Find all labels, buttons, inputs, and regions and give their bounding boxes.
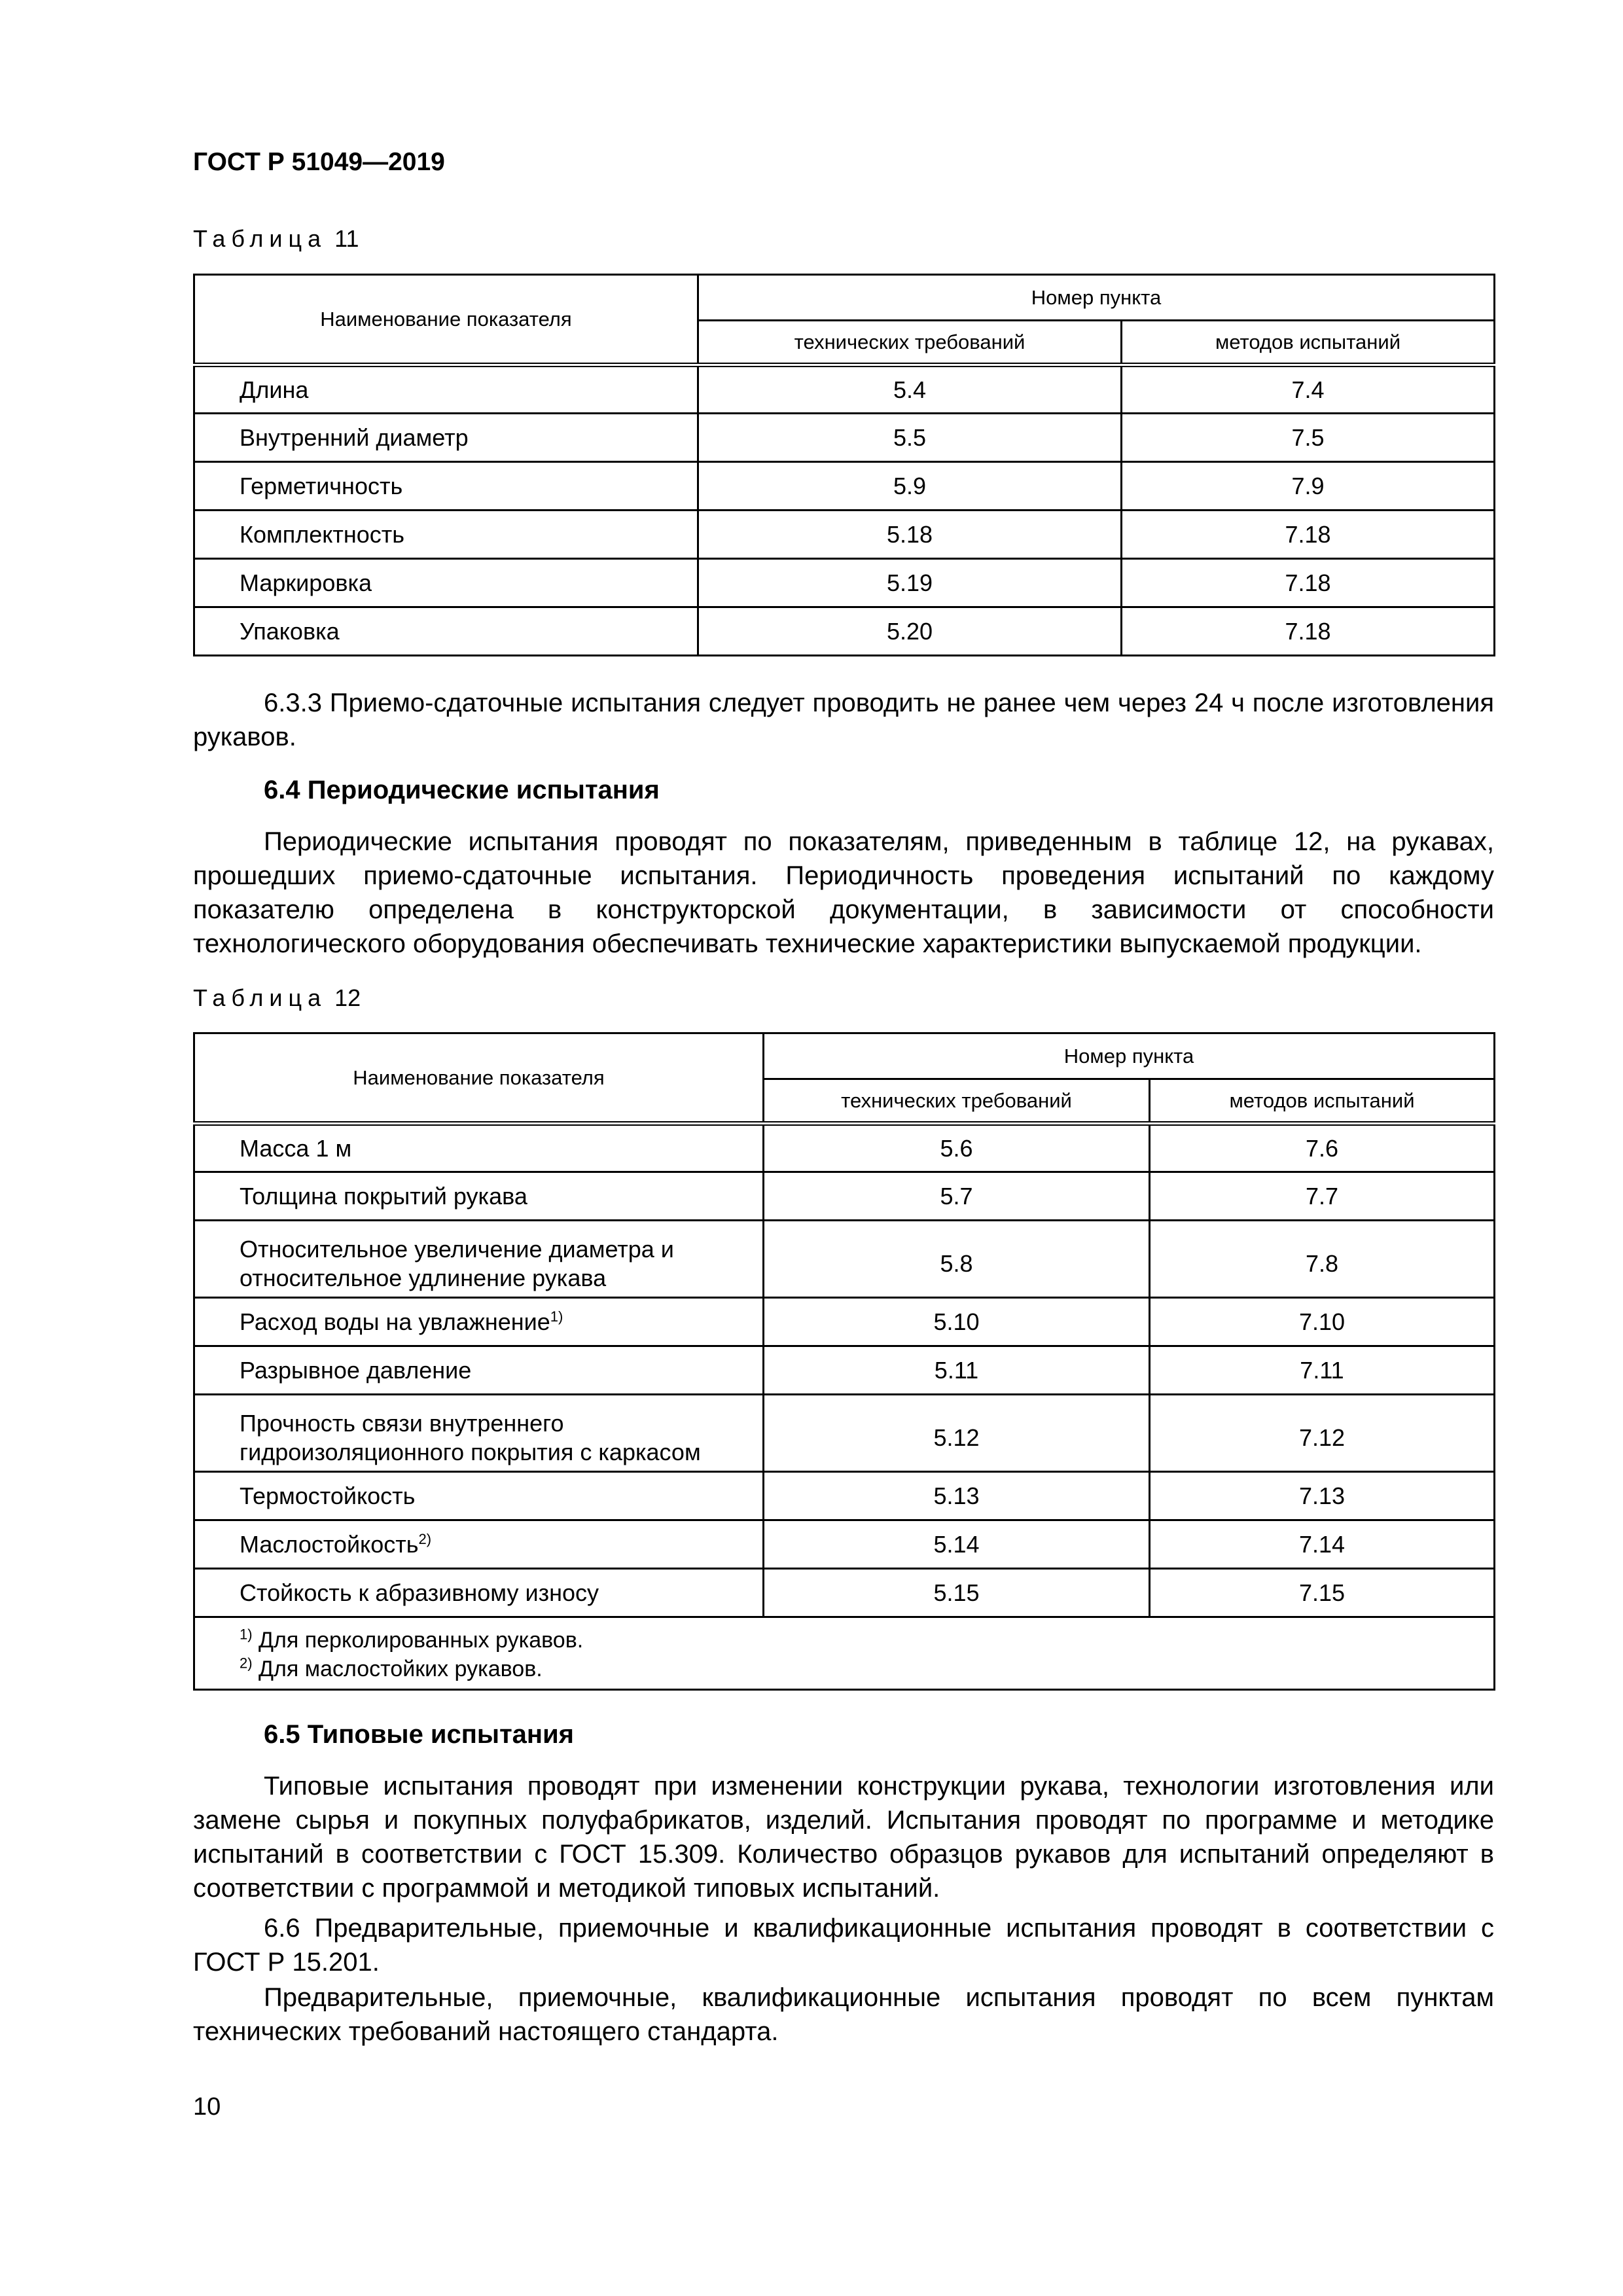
section-title-6-5: 6.5 Типовые испытания xyxy=(264,1720,575,1749)
row-name: Масса 1 м xyxy=(194,1124,764,1172)
footnote-mark: 1) xyxy=(240,1626,253,1643)
table-row xyxy=(194,1346,1495,1395)
footnote-text: Для маслостойких рукавов. xyxy=(252,1657,543,1681)
row-method: 7.13 xyxy=(1150,1472,1495,1520)
row-name: Упаковка xyxy=(194,607,698,656)
table-row xyxy=(194,365,1495,414)
row-method: 7.12 xyxy=(1150,1395,1495,1472)
caption-word: Таблица xyxy=(193,225,327,252)
row-tech: 5.12 xyxy=(764,1395,1150,1472)
table-row xyxy=(194,414,1495,462)
row-name: Длина xyxy=(194,365,698,414)
header-tech: технических требований xyxy=(764,1079,1150,1124)
row-name: Стойкость к абразивному износу xyxy=(194,1569,764,1617)
row-method: 7.7 xyxy=(1150,1172,1495,1221)
row-method: 7.5 xyxy=(1122,414,1495,462)
table-12 xyxy=(193,1032,1495,1691)
table-11-caption xyxy=(193,225,359,253)
row-name: Расход воды на увлажнение xyxy=(240,1308,550,1335)
table-11 xyxy=(193,274,1495,656)
paragraph-6-5 xyxy=(193,1769,1494,1905)
row-method: 7.15 xyxy=(1150,1569,1495,1617)
page-number: 10 xyxy=(193,2093,221,2121)
row-method: 7.8 xyxy=(1150,1221,1495,1298)
row-method: 7.18 xyxy=(1122,559,1495,607)
row-name: Маслостойкость xyxy=(240,1530,419,1558)
row-name: Герметичность xyxy=(194,462,698,511)
table-row xyxy=(194,1298,1495,1346)
header-name: Наименование показателя xyxy=(194,1033,764,1124)
row-method: 7.14 xyxy=(1150,1520,1495,1569)
table-row xyxy=(194,607,1495,656)
row-tech: 5.8 xyxy=(764,1221,1150,1298)
table-row xyxy=(194,1124,1495,1172)
paragraph-6-3-3 xyxy=(193,686,1494,754)
paragraph-text: Предварительные, приемочные, квалификационные испытания проводят по всем пунктам технических требований настоящего стандарта. xyxy=(193,1983,1494,2046)
row-method: 7.18 xyxy=(1122,607,1495,656)
paragraph-6-6 xyxy=(193,1911,1494,1979)
row-name: Термостойкость xyxy=(194,1472,764,1520)
section-title-6-4: 6.4 Периодические испытания xyxy=(264,776,660,804)
row-name-cell xyxy=(194,1520,764,1569)
header-tech: технических требований xyxy=(698,321,1122,365)
table-row xyxy=(194,1221,1495,1298)
row-method: 7.11 xyxy=(1150,1346,1495,1395)
footnotes-cell xyxy=(194,1617,1495,1690)
paragraph-text: 6.3.3 Приемо-сдаточные испытания следует проводить не ранее чем через 24 ч после изготовления рукавов. xyxy=(193,689,1494,751)
row-method: 7.6 xyxy=(1150,1124,1495,1172)
row-name: Внутренний диаметр xyxy=(194,414,698,462)
table-row xyxy=(194,511,1495,559)
header-method: методов испытаний xyxy=(1150,1079,1495,1124)
row-name: Прочность связи внутреннего гидроизоляционного покрытия с каркасом xyxy=(194,1395,764,1472)
row-tech: 5.15 xyxy=(764,1569,1150,1617)
paragraph-6-4 xyxy=(193,825,1494,961)
row-name: Маркировка xyxy=(194,559,698,607)
row-tech: 5.4 xyxy=(698,365,1122,414)
row-tech: 5.5 xyxy=(698,414,1122,462)
paragraph-text: 6.6 Предварительные, приемочные и квалификационные испытания проводят в соответствии с ГОСТ Р 15.201. xyxy=(193,1914,1494,1977)
row-name: Относительное увеличение диаметра и относительное удлинение рукава xyxy=(194,1221,764,1298)
header-group: Номер пункта xyxy=(764,1033,1495,1079)
row-tech: 5.10 xyxy=(764,1298,1150,1346)
footnote-ref: 2) xyxy=(418,1530,432,1547)
row-tech: 5.6 xyxy=(764,1124,1150,1172)
footnote-mark: 2) xyxy=(240,1655,253,1672)
row-name: Комплектность xyxy=(194,511,698,559)
row-tech: 5.20 xyxy=(698,607,1122,656)
footnote-text: Для перколированных рукавов. xyxy=(252,1628,584,1653)
row-tech: 5.18 xyxy=(698,511,1122,559)
table-row xyxy=(194,1172,1495,1221)
table-footnotes xyxy=(194,1617,1495,1690)
row-name-cell xyxy=(194,1298,764,1346)
table-12-caption xyxy=(193,984,361,1012)
row-tech: 5.13 xyxy=(764,1472,1150,1520)
paragraph-text: Типовые испытания проводят при изменении конструкции рукава, технологии изготовления или замене сырья и покупных полуфабрикатов, изделий. Испытания проводят по программе и методике испытаний в соответствии с ГОСТ 15.309. Количество образцов рукавов для испытаний определяют в соответствии с программой и методикой типовых испытаний. xyxy=(193,1772,1494,1903)
table-row xyxy=(194,1569,1495,1617)
table-row xyxy=(194,559,1495,607)
paragraph-text: Периодические испытания проводят по показателям, приведенным в таблице 12, на рукавах, прошедших приемо-сдаточные испытания. Периодичность проведения испытаний по каждому показателю определена в конструкторской документации, в зависимости от способности технологического оборудования обеспечивать технические характеристики выпускаемой продукции. xyxy=(193,827,1494,958)
row-tech: 5.14 xyxy=(764,1520,1150,1569)
footnote-2 xyxy=(240,1655,1493,1683)
paragraph-6-6-b xyxy=(193,1981,1494,2049)
footnote-1 xyxy=(240,1626,1493,1655)
row-method: 7.9 xyxy=(1122,462,1495,511)
caption-word: Таблица xyxy=(193,984,327,1011)
footnote-ref: 1) xyxy=(550,1308,563,1325)
table-row xyxy=(194,1395,1495,1472)
row-tech: 5.19 xyxy=(698,559,1122,607)
caption-number: 12 xyxy=(334,984,361,1011)
caption-number: 11 xyxy=(334,225,359,252)
header-method: методов испытаний xyxy=(1122,321,1495,365)
table-row xyxy=(194,462,1495,511)
row-tech: 5.9 xyxy=(698,462,1122,511)
row-name: Разрывное давление xyxy=(194,1346,764,1395)
row-name: Толщина покрытий рукава xyxy=(194,1172,764,1221)
table-row xyxy=(194,1472,1495,1520)
row-tech: 5.7 xyxy=(764,1172,1150,1221)
header-name: Наименование показателя xyxy=(194,275,698,365)
row-tech: 5.11 xyxy=(764,1346,1150,1395)
row-method: 7.10 xyxy=(1150,1298,1495,1346)
document-header: ГОСТ Р 51049—2019 xyxy=(193,148,445,176)
row-method: 7.18 xyxy=(1122,511,1495,559)
header-group: Номер пункта xyxy=(698,275,1495,321)
row-method: 7.4 xyxy=(1122,365,1495,414)
table-row xyxy=(194,1520,1495,1569)
